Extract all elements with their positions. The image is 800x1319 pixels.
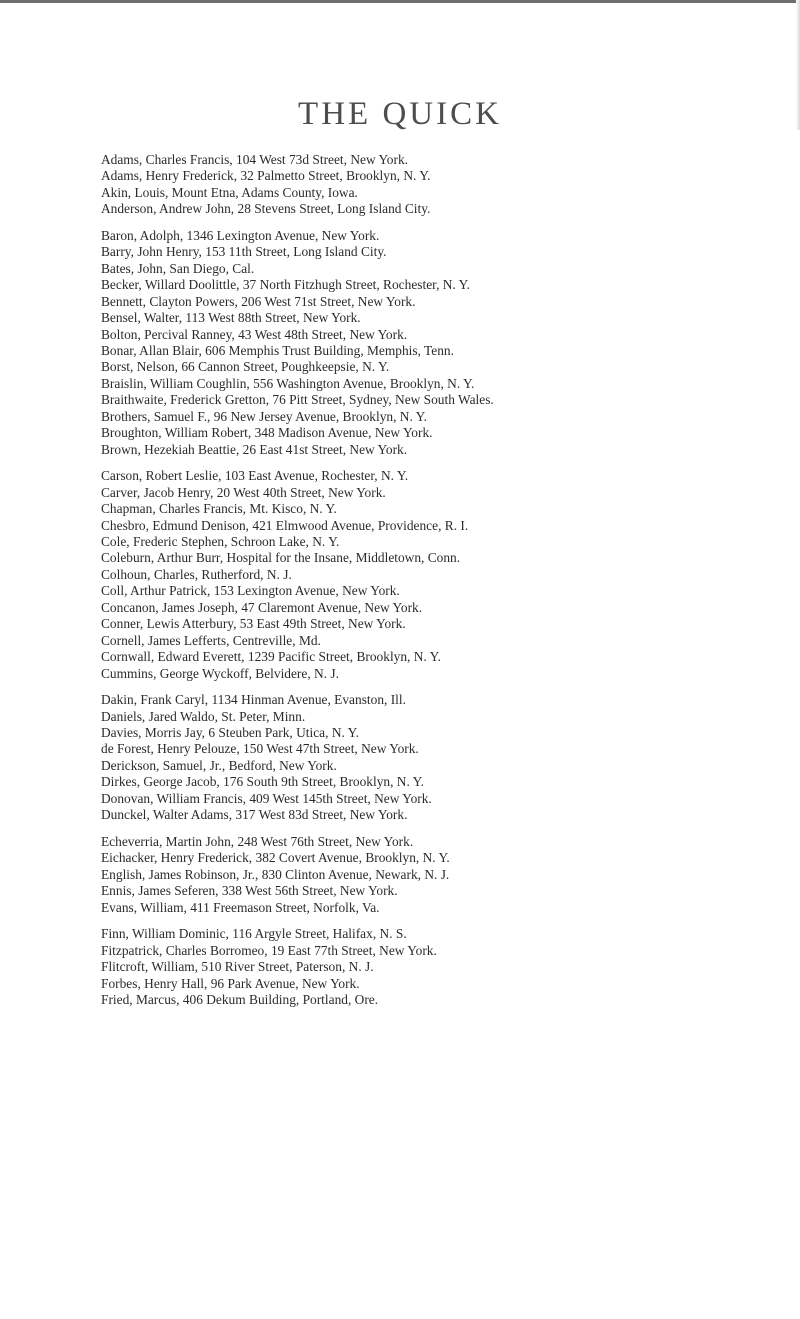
directory-entry: Conner, Lewis Atterbury, 53 East 49th Street, New York.	[101, 616, 406, 632]
directory-group-e	[101, 834, 796, 916]
directory-entry: Carver, Jacob Henry, 20 West 40th Street, New York.	[101, 484, 386, 500]
directory-entry: Bennett, Clayton Powers, 206 West 71st Street, New York.	[101, 293, 416, 309]
directory-entry: Donovan, William Francis, 409 West 145th Street, New York.	[101, 790, 432, 806]
directory-entry: de Forest, Henry Pelouze, 150 West 47th Street, New York.	[101, 741, 419, 757]
directory-entry: Becker, Willard Doolittle, 37 North Fitzhugh Street, Rochester, N. Y.	[101, 277, 470, 293]
directory-entry: Brothers, Samuel F., 96 New Jersey Avenue, Brooklyn, N. Y.	[101, 408, 427, 424]
directory-entry: Cummins, George Wyckoff, Belvidere, N. J.	[101, 665, 339, 681]
directory-group-c	[101, 468, 796, 682]
directory-entry: Braislin, William Coughlin, 556 Washington Avenue, Brooklyn, N. Y.	[101, 375, 475, 391]
directory-entry: Echeverria, Martin John, 248 West 76th Street, New York.	[101, 833, 414, 849]
directory-entry: Derickson, Samuel, Jr., Bedford, New York.	[101, 757, 337, 773]
directory-entry: Dakin, Frank Caryl, 1134 Hinman Avenue, Evanston, Ill.	[101, 692, 406, 708]
top-scan-rule	[0, 0, 800, 3]
directory-entry: Dunckel, Walter Adams, 317 West 83d Street, New York.	[101, 807, 408, 823]
directory-entry: Adams, Charles Francis, 104 West 73d Street, New York.	[101, 152, 409, 167]
directory-entry: Baron, Adolph, 1346 Lexington Avenue, New York.	[101, 227, 380, 243]
directory-entry: Chapman, Charles Francis, Mt. Kisco, N. Y.	[101, 501, 337, 517]
directory-entry: Eichacker, Henry Frederick, 382 Covert Avenue, Brooklyn, N. Y.	[101, 850, 450, 866]
directory-entry: Bensel, Walter, 113 West 88th Street, New York.	[101, 310, 361, 326]
directory-group-d	[101, 692, 796, 824]
directory-entry: Brown, Hezekiah Beattie, 26 East 41st Street, New York.	[101, 441, 408, 457]
directory-entry: Coleburn, Arthur Burr, Hospital for the Insane, Middletown, Conn.	[101, 550, 461, 566]
directory-entry: Dirkes, George Jacob, 176 South 9th Street, Brooklyn, N. Y.	[101, 774, 424, 790]
directory-entry: Cole, Frederic Stephen, Schroon Lake, N. Y.	[101, 534, 340, 549]
directory-entry: Flitcroft, William, 510 River Street, Paterson, N. J.	[101, 959, 374, 975]
directory-entry: Barry, John Henry, 153 11th Street, Long Island City.	[101, 244, 387, 260]
directory-entry: Fried, Marcus, 406 Dekum Building, Portland, Ore.	[101, 991, 379, 1007]
directory-entry: Bolton, Percival Ranney, 43 West 48th Street, New York.	[101, 326, 408, 342]
directory-entry: Anderson, Andrew John, 28 Stevens Street, Long Island City.	[101, 201, 431, 217]
directory-entry: Cornell, James Lefferts, Centreville, Md.	[101, 632, 321, 648]
directory-entry: Broughton, William Robert, 348 Madison Avenue, New York.	[101, 425, 433, 441]
directory-entry: Concanon, James Joseph, 47 Claremont Avenue, New York.	[101, 599, 423, 615]
page-title: THE QUICK	[298, 96, 502, 132]
directory-entry: Finn, William Dominic, 116 Argyle Street, Halifax, N. S.	[101, 926, 407, 942]
directory-group-b	[101, 228, 796, 458]
directory-entry: Adams, Henry Frederick, 32 Palmetto Street, Brooklyn, N. Y.	[101, 168, 431, 184]
directory-entry: Forbes, Henry Hall, 96 Park Avenue, New York.	[101, 975, 360, 991]
directory-entry: Braithwaite, Frederick Gretton, 76 Pitt Street, Sydney, New South Wales.	[101, 392, 494, 408]
directory-group-a	[101, 152, 796, 218]
directory-group-f	[101, 926, 796, 1008]
directory-entry: Colhoun, Charles, Rutherford, N. J.	[101, 566, 292, 582]
directory-entry: Evans, William, 411 Freemason Street, Norfolk, Va.	[101, 899, 380, 915]
directory-entry: Coll, Arthur Patrick, 153 Lexington Avenue, New York.	[101, 583, 400, 599]
directory-entry: Carson, Robert Leslie, 103 East Avenue, Rochester, N. Y.	[101, 468, 409, 484]
directory-entry: Bates, John, San Diego, Cal.	[101, 260, 255, 276]
directory-entry: Daniels, Jared Waldo, St. Peter, Minn.	[101, 708, 306, 724]
directory-entry: Ennis, James Seferen, 338 West 56th Street, New York.	[101, 883, 398, 899]
directory-entry: Bonar, Allan Blair, 606 Memphis Trust Building, Memphis, Tenn.	[101, 343, 454, 358]
directory-entry: Cornwall, Edward Everett, 1239 Pacific Street, Brooklyn, N. Y.	[101, 649, 441, 665]
member-directory	[101, 152, 796, 1019]
directory-entry: Fitzpatrick, Charles Borromeo, 19 East 77th Street, New York.	[101, 942, 437, 958]
directory-entry: Davies, Morris Jay, 6 Steuben Park, Utica, N. Y.	[101, 725, 359, 740]
directory-entry: Borst, Nelson, 66 Cannon Street, Poughkeepsie, N. Y.	[101, 359, 390, 375]
directory-entry: English, James Robinson, Jr., 830 Clinton Avenue, Newark, N. J.	[101, 866, 450, 882]
directory-entry: Chesbro, Edmund Denison, 421 Elmwood Avenue, Providence, R. I.	[101, 517, 469, 533]
directory-entry: Akin, Louis, Mount Etna, Adams County, Iowa.	[101, 184, 358, 200]
